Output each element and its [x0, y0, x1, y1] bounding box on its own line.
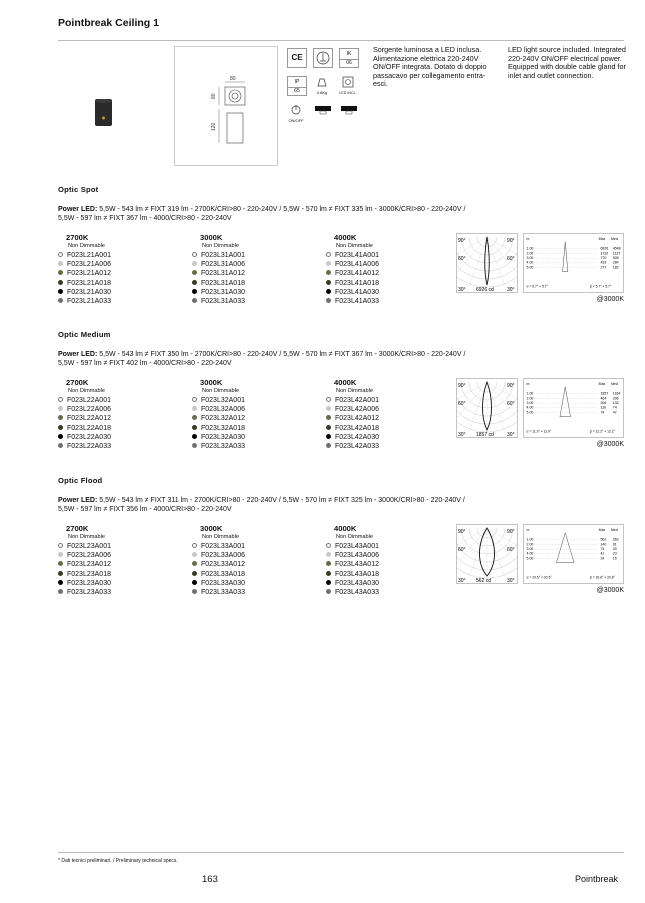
- dim-width: 80: [230, 76, 236, 82]
- svg-text:β = 12.2° × 12.2°: β = 12.2° × 12.2°: [589, 429, 616, 434]
- finish-swatch: [326, 415, 331, 420]
- color-temperature: 4000K: [334, 378, 357, 387]
- svg-text:α = 11.9° × 11.9°: α = 11.9° × 11.9°: [526, 429, 552, 434]
- temperature-column: [326, 524, 446, 597]
- product-code: F023L22A030: [58, 433, 178, 442]
- product-code: F023L21A006: [58, 260, 178, 269]
- svg-text:505: 505: [612, 256, 619, 261]
- description-english: LED light source included. Integrated 220-240V ON/OFF electrical power. Equipped with double cable gland for inlet and outlet connection.: [508, 45, 626, 80]
- product-code: F023L22A006: [58, 405, 178, 414]
- finish-swatch: [192, 252, 197, 257]
- dimming-type: Non Dimmable: [68, 243, 105, 249]
- finish-swatch: [58, 415, 63, 420]
- finish-swatch: [192, 298, 197, 303]
- power-led-spec: [58, 205, 558, 223]
- color-temperature: 2700K: [66, 378, 89, 387]
- svg-text:90°: 90°: [507, 238, 515, 244]
- illuminance-cone-table: [523, 378, 624, 438]
- svg-text:296: 296: [612, 396, 619, 401]
- svg-text:30°: 30°: [507, 287, 515, 293]
- product-drawing-box: [174, 46, 278, 166]
- finish-swatch: [192, 434, 197, 439]
- temperature-column: [58, 233, 178, 306]
- product-code: F023L43A001: [326, 542, 446, 551]
- finish-swatch: [58, 589, 63, 594]
- svg-text:β = 20.8° × 20.8°: β = 20.8° × 20.8°: [589, 575, 616, 580]
- svg-text:Max: Max: [598, 237, 606, 242]
- svg-text:α = 5.7° × 5.7°: α = 5.7° × 5.7°: [526, 284, 548, 289]
- svg-text:3.00: 3.00: [526, 547, 534, 552]
- product-code: F023L22A018: [58, 424, 178, 433]
- finish-swatch: [326, 543, 331, 548]
- finish-swatch: [58, 425, 63, 430]
- svg-text:74: 74: [600, 547, 605, 552]
- dimming-type: Non Dimmable: [68, 534, 105, 540]
- color-temperature: 4000K: [334, 524, 357, 533]
- product-code: F023L23A012: [58, 560, 178, 569]
- svg-text:562: 562: [600, 537, 607, 542]
- finish-swatch: [192, 571, 197, 576]
- led-incl-icon: LED INCL.: [339, 76, 357, 94]
- svg-text:1857 cd: 1857 cd: [476, 432, 494, 438]
- finish-swatch: [58, 270, 63, 275]
- dimming-type: Non Dimmable: [68, 388, 105, 394]
- svg-text:30°: 30°: [458, 287, 466, 293]
- power-led-label: Power LED:: [58, 206, 98, 213]
- svg-text:15: 15: [612, 556, 617, 561]
- product-code: F023L33A012: [192, 560, 312, 569]
- svg-text:2.00: 2.00: [526, 251, 534, 256]
- svg-text:60°: 60°: [458, 256, 466, 262]
- svg-text:Med: Med: [611, 237, 618, 242]
- finish-swatch: [58, 298, 63, 303]
- product-code: F023L23A006: [58, 551, 178, 560]
- svg-text:433: 433: [600, 260, 607, 265]
- product-code: F023L21A012: [58, 269, 178, 278]
- product-code: F023L42A033: [326, 442, 446, 451]
- product-code: F023L22A033: [58, 442, 178, 451]
- svg-text:91: 91: [612, 542, 617, 547]
- page-title: Pointbreak Ceiling 1: [58, 17, 159, 29]
- svg-text:464: 464: [600, 396, 607, 401]
- finish-swatch: [58, 289, 63, 294]
- svg-text:47: 47: [612, 410, 617, 415]
- svg-text:4.00: 4.00: [526, 405, 534, 410]
- svg-text:4548: 4548: [612, 246, 621, 251]
- product-code: F023L31A033: [192, 297, 312, 306]
- finish-swatch: [192, 406, 197, 411]
- product-code: F023L21A001: [58, 251, 178, 260]
- finish-swatch: [326, 443, 331, 448]
- temperature-column: [326, 233, 446, 306]
- svg-text:277: 277: [600, 265, 607, 270]
- section-title: Optic Spot: [58, 185, 99, 194]
- svg-text:1.00: 1.00: [526, 391, 534, 396]
- product-code: F023L33A006: [192, 551, 312, 560]
- footnote: * Dati tecnici preliminari. / Preliminary technical specs.: [58, 858, 178, 864]
- finish-swatch: [326, 552, 331, 557]
- power-led-text: 5,5W - 543 lm ≠ FIXT 350 lm - 2700K/CRI>80 - 220-240V / 5,5W - 570 lm ≠ FIXT 367 lm - 3000K/CRI>80 - 220-240V /: [97, 351, 466, 358]
- dim-height-top: 80: [211, 93, 217, 99]
- power-led-spec: [58, 350, 558, 368]
- product-photo: [94, 98, 114, 128]
- product-code: F023L31A018: [192, 279, 312, 288]
- product-code: F023L41A018: [326, 279, 446, 288]
- temperature-column: [326, 378, 446, 451]
- finish-swatch: [58, 280, 63, 285]
- dimming-type: Non Dimmable: [336, 534, 373, 540]
- finish-swatch: [192, 270, 197, 275]
- product-code: F023L31A001: [192, 251, 312, 260]
- product-code: F023L23A018: [58, 570, 178, 579]
- finish-swatch: [326, 298, 331, 303]
- svg-text:2.00: 2.00: [526, 396, 534, 401]
- svg-text:β = 5.7° × 5.7°: β = 5.7° × 5.7°: [589, 284, 612, 289]
- svg-text:60°: 60°: [458, 547, 466, 553]
- power-led-text-2: 5,5W - 597 lm ≠ FIXT 402 lm - 4000/CRI>80 - 220-240V: [58, 360, 232, 367]
- product-code: F023L43A033: [326, 588, 446, 597]
- svg-text:Med: Med: [611, 382, 618, 387]
- product-code: F023L22A001: [58, 396, 178, 405]
- svg-text:562 cd: 562 cd: [476, 578, 492, 584]
- brand-name: Pointbreak: [575, 874, 619, 884]
- finish-swatch: [58, 571, 63, 576]
- product-code: F023L33A030: [192, 579, 312, 588]
- product-code: F023L33A018: [192, 570, 312, 579]
- svg-text:5.00: 5.00: [526, 265, 534, 270]
- svg-text:m: m: [526, 237, 530, 242]
- finish-swatch: [58, 406, 63, 411]
- dimming-type: Non Dimmable: [202, 388, 239, 394]
- svg-text:90°: 90°: [458, 238, 466, 244]
- finish-swatch: [326, 261, 331, 266]
- svg-text:30°: 30°: [458, 432, 466, 438]
- svg-text:60°: 60°: [458, 401, 466, 407]
- power-led-text: 5,5W - 543 lm ≠ FIXT 311 lm - 2700K/CRI>80 - 220-240V / 5,5W - 570 lm ≠ FIXT 325 lm - 3000K/CRI>80 - 220-240V /: [97, 497, 465, 504]
- svg-text:90°: 90°: [458, 383, 466, 389]
- dimming-type: Non Dimmable: [336, 243, 373, 249]
- header-divider: [58, 40, 624, 41]
- svg-text:60°: 60°: [507, 547, 515, 553]
- svg-text:Max: Max: [598, 528, 606, 533]
- power-led-label: Power LED:: [58, 497, 98, 504]
- finish-swatch: [192, 443, 197, 448]
- svg-text:74: 74: [600, 410, 605, 415]
- product-code: F023L23A033: [58, 588, 178, 597]
- power-led-label: Power LED:: [58, 351, 98, 358]
- svg-text:182: 182: [612, 265, 619, 270]
- product-code: F023L43A018: [326, 570, 446, 579]
- svg-text:60°: 60°: [507, 256, 515, 262]
- finish-swatch: [58, 561, 63, 566]
- finish-swatch: [58, 397, 63, 402]
- section-title: Optic Medium: [58, 330, 111, 339]
- on-off-icon: ON/OFF: [287, 104, 305, 122]
- svg-text:5.00: 5.00: [526, 556, 534, 561]
- svg-text:132: 132: [612, 401, 619, 406]
- product-code: F023L32A012: [192, 414, 312, 423]
- ip-icon: IP 65: [287, 76, 307, 96]
- power-led-spec: [58, 496, 558, 514]
- svg-text:3.00: 3.00: [526, 256, 534, 261]
- svg-text:5.00: 5.00: [526, 410, 534, 415]
- finish-swatch: [326, 425, 331, 430]
- finish-swatch: [326, 571, 331, 576]
- svg-text:206: 206: [600, 401, 607, 406]
- product-code: F023L42A018: [326, 424, 446, 433]
- reference-temperature: @3000K: [596, 441, 624, 448]
- certification-icons: [287, 48, 367, 132]
- finish-swatch: [58, 552, 63, 557]
- svg-text:1.00: 1.00: [526, 537, 534, 542]
- svg-text:2.00: 2.00: [526, 542, 534, 547]
- temperature-column: [192, 524, 312, 597]
- temperature-column: [192, 378, 312, 451]
- svg-text:m: m: [526, 382, 530, 387]
- footer-divider: [58, 852, 624, 853]
- product-code: F023L31A030: [192, 288, 312, 297]
- product-code: F023L32A018: [192, 424, 312, 433]
- svg-text:30°: 30°: [507, 432, 515, 438]
- product-code: F023L42A012: [326, 414, 446, 423]
- svg-text:1732: 1732: [600, 251, 609, 256]
- color-temperature: 2700K: [66, 233, 89, 242]
- finish-swatch: [192, 425, 197, 430]
- product-code: F023L41A033: [326, 297, 446, 306]
- section-title: Optic Flood: [58, 476, 103, 485]
- product-code: F023L33A033: [192, 588, 312, 597]
- svg-text:6926 cd: 6926 cd: [476, 287, 494, 293]
- finish-swatch: [192, 397, 197, 402]
- finish-swatch: [192, 561, 197, 566]
- finish-swatch: [326, 434, 331, 439]
- product-code: F023L31A006: [192, 260, 312, 269]
- product-code: F023L43A012: [326, 560, 446, 569]
- dimming-type: Non Dimmable: [202, 534, 239, 540]
- description-italian: Sorgente luminosa a LED inclusa. Alimentazione elettrica 220-240V ON/OFF integrata. Dotato di doppio passacavo per collegamento entra-esci.: [373, 45, 487, 89]
- svg-text:24: 24: [600, 556, 605, 561]
- finish-swatch: [58, 443, 63, 448]
- illuminance-cone-table: [523, 524, 624, 584]
- svg-text:41: 41: [600, 551, 605, 556]
- finish-swatch: [58, 434, 63, 439]
- finish-swatch: [326, 406, 331, 411]
- svg-text:30°: 30°: [507, 578, 515, 584]
- finish-swatch: [192, 280, 197, 285]
- product-code: F023L41A030: [326, 288, 446, 297]
- svg-text:m: m: [526, 528, 530, 533]
- finish-swatch: [192, 261, 197, 266]
- polar-light-distribution: [456, 233, 518, 293]
- svg-text:1.00: 1.00: [526, 246, 534, 251]
- svg-text:90°: 90°: [507, 529, 515, 535]
- svg-text:4.00: 4.00: [526, 551, 534, 556]
- product-code: F023L32A006: [192, 405, 312, 414]
- finish-swatch: [326, 252, 331, 257]
- finish-swatch: [326, 397, 331, 402]
- page-number: 163: [202, 874, 218, 885]
- product-code: F023L42A006: [326, 405, 446, 414]
- beam-ceiling-icon: [315, 106, 331, 120]
- svg-text:90°: 90°: [507, 383, 515, 389]
- dimming-type: Non Dimmable: [336, 388, 373, 394]
- svg-text:770: 770: [600, 256, 607, 261]
- product-code: F023L42A030: [326, 433, 446, 442]
- reference-temperature: @3000K: [596, 587, 624, 594]
- polar-light-distribution: [456, 378, 518, 438]
- finish-swatch: [326, 280, 331, 285]
- svg-text:40: 40: [612, 547, 617, 552]
- finish-swatch: [58, 580, 63, 585]
- temperature-column: [58, 524, 178, 597]
- finish-swatch: [58, 252, 63, 257]
- product-code: F023L22A012: [58, 414, 178, 423]
- svg-text:23: 23: [612, 551, 617, 556]
- product-code: F023L23A030: [58, 579, 178, 588]
- class-icon: [313, 48, 333, 68]
- temperature-column: [58, 378, 178, 451]
- color-temperature: 3000K: [200, 378, 223, 387]
- color-temperature: 3000K: [200, 524, 223, 533]
- svg-text:4.00: 4.00: [526, 260, 534, 265]
- svg-text:30°: 30°: [458, 578, 466, 584]
- product-code: F023L33A001: [192, 542, 312, 551]
- svg-text:6926: 6926: [600, 246, 609, 251]
- svg-text:1137: 1137: [612, 251, 621, 256]
- finish-swatch: [192, 289, 197, 294]
- finish-swatch: [58, 261, 63, 266]
- svg-text:Med: Med: [611, 528, 618, 533]
- polar-light-distribution: [456, 524, 518, 584]
- product-code: F023L43A030: [326, 579, 446, 588]
- svg-text:Max: Max: [598, 382, 606, 387]
- svg-text:1857: 1857: [600, 391, 609, 396]
- svg-text:3.00: 3.00: [526, 401, 534, 406]
- color-temperature: 2700K: [66, 524, 89, 533]
- svg-text:90°: 90°: [458, 529, 466, 535]
- ik-icon: IK 06: [339, 48, 359, 68]
- ce-mark-icon: CE: [287, 48, 307, 68]
- product-code: F023L31A012: [192, 269, 312, 278]
- product-code: F023L32A033: [192, 442, 312, 451]
- svg-text:284: 284: [612, 260, 619, 265]
- product-code: F023L21A030: [58, 288, 178, 297]
- product-code: F023L41A006: [326, 260, 446, 269]
- svg-text:60°: 60°: [507, 401, 515, 407]
- product-code: F023L21A033: [58, 297, 178, 306]
- finish-swatch: [192, 589, 197, 594]
- product-code: F023L23A001: [58, 542, 178, 551]
- product-dimension-drawing: [175, 47, 277, 165]
- svg-text:116: 116: [600, 405, 607, 410]
- product-code: F023L41A012: [326, 269, 446, 278]
- svg-text:74: 74: [612, 405, 617, 410]
- dimming-type: Non Dimmable: [202, 243, 239, 249]
- finish-swatch: [192, 543, 197, 548]
- product-code: F023L32A001: [192, 396, 312, 405]
- product-code: F023L43A006: [326, 551, 446, 560]
- reference-temperature: @3000K: [596, 296, 624, 303]
- finish-swatch: [326, 270, 331, 275]
- product-code: F023L21A018: [58, 279, 178, 288]
- power-led-text-2: 5,5W - 597 lm ≠ FIXT 367 lm - 4000/CRI>80 - 220-240V: [58, 215, 232, 222]
- finish-swatch: [192, 580, 197, 585]
- finish-swatch: [58, 543, 63, 548]
- color-temperature: 3000K: [200, 233, 223, 242]
- product-code: F023L32A030: [192, 433, 312, 442]
- power-led-text: 5,5W - 543 lm ≠ FIXT 319 lm - 2700K/CRI>80 - 220-240V / 5,5W - 570 lm ≠ FIXT 335 lm - 3000K/CRI>80 - 220-240V /: [97, 206, 466, 213]
- finish-swatch: [326, 289, 331, 294]
- svg-text:363: 363: [612, 537, 619, 542]
- svg-text:140: 140: [600, 542, 607, 547]
- finish-swatch: [326, 561, 331, 566]
- weight-icon: 0.8Kg: [313, 76, 331, 94]
- beam-wall-icon: [341, 106, 357, 120]
- svg-text:α = 20.5° × 20.5°: α = 20.5° × 20.5°: [526, 575, 552, 580]
- svg-text:1184: 1184: [612, 391, 621, 396]
- color-temperature: 4000K: [334, 233, 357, 242]
- illuminance-cone-table: [523, 233, 624, 293]
- power-led-text-2: 5,5W - 597 lm ≠ FIXT 356 lm - 4000/CRI>80 - 220-240V: [58, 506, 232, 513]
- dim-height-total: 120: [211, 122, 217, 131]
- finish-swatch: [326, 589, 331, 594]
- product-code: F023L41A001: [326, 251, 446, 260]
- finish-swatch: [192, 552, 197, 557]
- temperature-column: [192, 233, 312, 306]
- finish-swatch: [326, 580, 331, 585]
- finish-swatch: [192, 415, 197, 420]
- product-code: F023L42A001: [326, 396, 446, 405]
